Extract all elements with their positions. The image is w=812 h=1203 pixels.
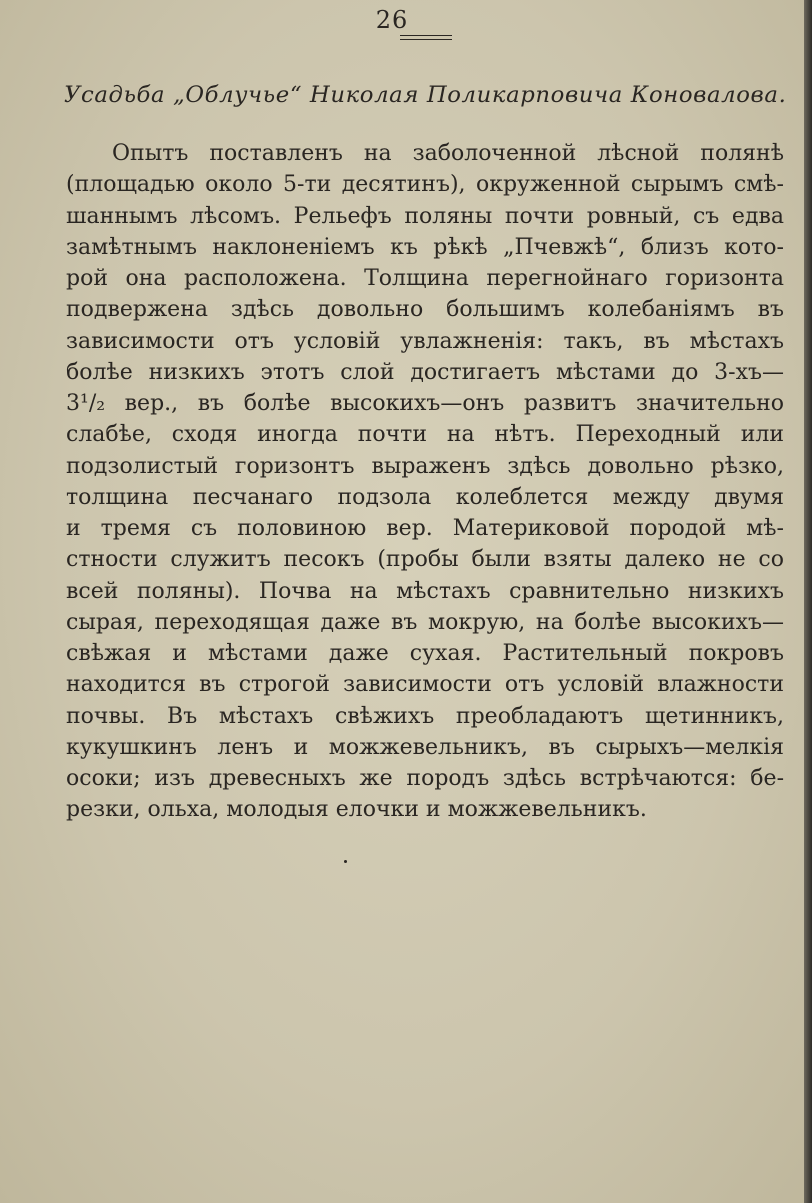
paragraph-line: толщина песчанаго подзола колеблется между двумя — [66, 484, 784, 510]
page-number-rule-bottom — [400, 39, 452, 40]
paragraph-line: стности служитъ песокъ (пробы были взяты далеко не со — [66, 547, 784, 573]
paragraph-line: болѣе низкихъ этотъ слой достигаетъ мѣстами до 3-хъ— — [66, 359, 784, 385]
paragraph-line: рой она расположена. Толщина перегнойнаго горизонта — [66, 266, 784, 291]
page-edge-shadow — [804, 0, 812, 1203]
paragraph-line: шаннымъ лѣсомъ. Рельефъ поляны почти ровный, съ едва — [66, 203, 784, 229]
ink-speck — [344, 860, 347, 863]
section-heading: Усадьба „Облучье“ Николая Поликарповича Коновалова. — [64, 82, 787, 108]
paragraph-line: всей поляны). Почва на мѣстахъ сравнительно низкихъ — [66, 578, 784, 604]
paragraph-line: замѣтнымъ наклоненіемъ къ рѣкѣ „Пчевжѣ“, близъ кото- — [66, 234, 784, 260]
paragraph-line: (площадью около 5-ти десятинъ), окруженной сырымъ смѣ- — [66, 172, 784, 198]
paragraph-line: осоки; изъ древесныхъ же породъ здѣсь встрѣчаются: бе- — [66, 766, 784, 791]
paragraph-line: находится въ строгой зависимости отъ условій влажности — [66, 672, 784, 698]
page-number-rule-top — [400, 35, 452, 36]
paragraph-line: 3¹/₂ вер., въ болѣе высокихъ—онъ развитъ значительно — [66, 391, 784, 416]
paragraph-line: почвы. Въ мѣстахъ свѣжихъ преобладаютъ щетинникъ, — [66, 703, 784, 729]
paragraph-line: свѣжая и мѣстами даже сухая. Растительный покровъ — [66, 641, 784, 666]
paragraph-line: зависимости отъ условій увлажненія: такъ, въ мѣстахъ — [66, 328, 784, 354]
paragraph-line: подзолистый горизонтъ выраженъ здѣсь довольно рѣзко, — [66, 453, 784, 479]
paragraph-line: сырая, переходящая даже въ мокрую, на болѣе высокихъ— — [66, 609, 784, 635]
paragraph-line: резки, ольха, молодыя елочки и можжевельникъ. — [66, 797, 647, 823]
paragraph-line: Опытъ поставленъ на заболоченной лѣсной полянѣ — [112, 141, 784, 166]
paragraph-line: и тремя съ половиною вер. Материковой породой мѣ- — [66, 516, 784, 541]
paragraph — [66, 138, 784, 826]
paragraph-line: слабѣе, сходя иногда почти на нѣтъ. Переходный или — [66, 422, 784, 448]
paragraph-line: подвержена здѣсь довольно большимъ колебаніямъ въ — [66, 297, 784, 323]
paragraph-line: кукушкинъ ленъ и можжевельникъ, въ сырыхъ—мелкія — [66, 734, 784, 760]
page-number: 26 — [375, 6, 409, 34]
